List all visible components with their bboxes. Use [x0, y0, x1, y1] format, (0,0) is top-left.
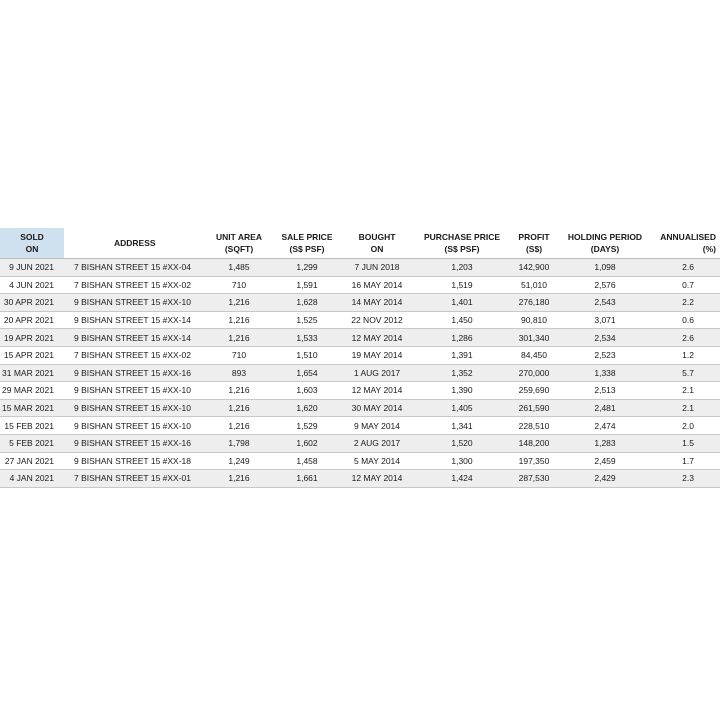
bought-on-cell: 14 MAY 2014 — [342, 294, 412, 312]
profit-cell: 148,200 — [512, 434, 556, 452]
holding-period-cell: 2,534 — [556, 329, 654, 347]
purchase-price-cell: 1,341 — [412, 417, 512, 435]
transactions-sheet — [0, 228, 720, 488]
unit-area-cell: 1,798 — [206, 434, 272, 452]
header-address-line1: ADDRESS — [114, 238, 156, 248]
header-purchase-price[interactable] — [412, 228, 512, 259]
holding-period-cell: 2,481 — [556, 399, 654, 417]
annualised-cell: 2.2 — [654, 294, 720, 312]
table-row[interactable] — [0, 452, 720, 470]
sold-on-cell: 15 APR 2021 — [0, 346, 64, 364]
annualised-cell: 5.7 — [654, 364, 720, 382]
header-bought-on-line1: BOUGHT — [358, 232, 396, 242]
purchase-price-cell: 1,286 — [412, 329, 512, 347]
unit-area-cell: 1,216 — [206, 294, 272, 312]
table-row[interactable] — [0, 364, 720, 382]
bought-on-cell: 2 AUG 2017 — [342, 434, 412, 452]
table-body — [0, 259, 720, 488]
sold-on-cell: 4 JAN 2021 — [0, 470, 64, 488]
header-purchase-price-line2: (S$ PSF) — [444, 244, 480, 254]
address-cell: 7 BISHAN STREET 15 #XX-01 — [64, 470, 206, 488]
bought-on-cell: 1 AUG 2017 — [342, 364, 412, 382]
sold-on-cell: 30 APR 2021 — [0, 294, 64, 312]
sale-price-cell: 1,591 — [272, 276, 342, 294]
annualised-cell: 2.0 — [654, 417, 720, 435]
sale-price-cell: 1,529 — [272, 417, 342, 435]
address-cell: 9 BISHAN STREET 15 #XX-16 — [64, 434, 206, 452]
header-row — [0, 228, 720, 259]
unit-area-cell: 1,216 — [206, 329, 272, 347]
profit-cell: 197,350 — [512, 452, 556, 470]
address-cell: 9 BISHAN STREET 15 #XX-14 — [64, 329, 206, 347]
holding-period-cell: 2,523 — [556, 346, 654, 364]
holding-period-cell: 2,459 — [556, 452, 654, 470]
sold-on-cell: 5 FEB 2021 — [0, 434, 64, 452]
address-cell: 9 BISHAN STREET 15 #XX-10 — [64, 417, 206, 435]
sale-price-cell: 1,510 — [272, 346, 342, 364]
header-holding-period-line1: HOLDING PERIOD — [567, 232, 643, 242]
profit-cell: 228,510 — [512, 417, 556, 435]
table-row[interactable] — [0, 311, 720, 329]
annualised-cell: 2.1 — [654, 382, 720, 400]
sold-on-cell: 9 JUN 2021 — [0, 259, 64, 277]
bought-on-cell: 12 MAY 2014 — [342, 470, 412, 488]
header-unit-area-line1: UNIT AREA — [216, 232, 262, 242]
holding-period-cell: 2,474 — [556, 417, 654, 435]
sold-on-cell: 27 JAN 2021 — [0, 452, 64, 470]
annualised-cell: 0.7 — [654, 276, 720, 294]
purchase-price-cell: 1,520 — [412, 434, 512, 452]
header-sale-price-line2: (S$ PSF) — [289, 244, 325, 254]
holding-period-cell: 2,513 — [556, 382, 654, 400]
header-profit-line2: (S$) — [525, 244, 543, 254]
table-row[interactable] — [0, 276, 720, 294]
unit-area-cell: 1,216 — [206, 399, 272, 417]
header-address[interactable] — [64, 228, 206, 259]
annualised-cell: 2.1 — [654, 399, 720, 417]
annualised-cell: 2.6 — [654, 329, 720, 347]
address-cell: 9 BISHAN STREET 15 #XX-10 — [64, 399, 206, 417]
sale-price-cell: 1,603 — [272, 382, 342, 400]
sale-price-cell: 1,299 — [272, 259, 342, 277]
profit-cell: 270,000 — [512, 364, 556, 382]
purchase-price-cell: 1,401 — [412, 294, 512, 312]
unit-area-cell: 1,216 — [206, 417, 272, 435]
bought-on-cell: 7 JUN 2018 — [342, 259, 412, 277]
table-row[interactable] — [0, 382, 720, 400]
holding-period-cell: 2,576 — [556, 276, 654, 294]
bought-on-cell: 19 MAY 2014 — [342, 346, 412, 364]
bought-on-cell: 22 NOV 2012 — [342, 311, 412, 329]
address-cell: 9 BISHAN STREET 15 #XX-10 — [64, 294, 206, 312]
profit-cell: 276,180 — [512, 294, 556, 312]
header-sold-on-line2: ON — [25, 244, 39, 254]
address-cell: 7 BISHAN STREET 15 #XX-04 — [64, 259, 206, 277]
purchase-price-cell: 1,390 — [412, 382, 512, 400]
header-unit-area-line2: (SQFT) — [224, 244, 254, 254]
purchase-price-cell: 1,203 — [412, 259, 512, 277]
annualised-cell: 0.6 — [654, 311, 720, 329]
header-sale-price[interactable] — [272, 228, 342, 259]
sold-on-cell: 20 APR 2021 — [0, 311, 64, 329]
address-cell: 7 BISHAN STREET 15 #XX-02 — [64, 346, 206, 364]
purchase-price-cell: 1,424 — [412, 470, 512, 488]
sale-price-cell: 1,661 — [272, 470, 342, 488]
header-annualised-line1: ANNUALISED — [660, 232, 716, 242]
sale-price-cell: 1,654 — [272, 364, 342, 382]
profit-cell: 301,340 — [512, 329, 556, 347]
table-row[interactable] — [0, 470, 720, 488]
sold-on-cell: 31 MAR 2021 — [0, 364, 64, 382]
purchase-price-cell: 1,519 — [412, 276, 512, 294]
sold-on-cell: 15 FEB 2021 — [0, 417, 64, 435]
transactions-table — [0, 228, 720, 488]
header-sale-price-line1: SALE PRICE — [281, 232, 333, 242]
table-row[interactable] — [0, 259, 720, 277]
profit-cell: 84,450 — [512, 346, 556, 364]
bought-on-cell: 9 MAY 2014 — [342, 417, 412, 435]
header-unit-area[interactable] — [206, 228, 272, 259]
address-cell: 9 BISHAN STREET 15 #XX-18 — [64, 452, 206, 470]
header-profit[interactable] — [512, 228, 556, 259]
unit-area-cell: 893 — [206, 364, 272, 382]
address-cell: 9 BISHAN STREET 15 #XX-16 — [64, 364, 206, 382]
header-sold-on[interactable] — [0, 228, 64, 259]
sale-price-cell: 1,628 — [272, 294, 342, 312]
bought-on-cell: 5 MAY 2014 — [342, 452, 412, 470]
annualised-cell: 2.6 — [654, 259, 720, 277]
header-profit-line1: PROFIT — [518, 232, 550, 242]
profit-cell: 142,900 — [512, 259, 556, 277]
bought-on-cell: 30 MAY 2014 — [342, 399, 412, 417]
unit-area-cell: 1,216 — [206, 311, 272, 329]
profit-cell: 287,530 — [512, 470, 556, 488]
header-bought-on[interactable] — [342, 228, 412, 259]
annualised-cell: 2.3 — [654, 470, 720, 488]
profit-cell: 90,810 — [512, 311, 556, 329]
table-row[interactable] — [0, 417, 720, 435]
unit-area-cell: 710 — [206, 276, 272, 294]
purchase-price-cell: 1,450 — [412, 311, 512, 329]
bought-on-cell: 12 MAY 2014 — [342, 329, 412, 347]
holding-period-cell: 3,071 — [556, 311, 654, 329]
table-row[interactable] — [0, 346, 720, 364]
annualised-cell: 1.7 — [654, 452, 720, 470]
sale-price-cell: 1,602 — [272, 434, 342, 452]
sale-price-cell: 1,458 — [272, 452, 342, 470]
header-purchase-price-line1: PURCHASE PRICE — [423, 232, 501, 242]
purchase-price-cell: 1,352 — [412, 364, 512, 382]
header-sold-on-line1: SOLD — [20, 232, 44, 242]
table-row[interactable] — [0, 294, 720, 312]
bought-on-cell: 12 MAY 2014 — [342, 382, 412, 400]
unit-area-cell: 1,249 — [206, 452, 272, 470]
address-cell: 9 BISHAN STREET 15 #XX-10 — [64, 382, 206, 400]
unit-area-cell: 1,216 — [206, 470, 272, 488]
sale-price-cell: 1,533 — [272, 329, 342, 347]
annualised-cell: 1.5 — [654, 434, 720, 452]
address-cell: 9 BISHAN STREET 15 #XX-14 — [64, 311, 206, 329]
sold-on-cell: 15 MAR 2021 — [0, 399, 64, 417]
annualised-cell: 1.2 — [654, 346, 720, 364]
sale-price-cell: 1,525 — [272, 311, 342, 329]
table-row[interactable] — [0, 434, 720, 452]
table-row[interactable] — [0, 399, 720, 417]
header-holding-period-line2: (DAYS) — [590, 244, 620, 254]
sold-on-cell: 4 JUN 2021 — [0, 276, 64, 294]
bought-on-cell: 16 MAY 2014 — [342, 276, 412, 294]
profit-cell: 259,690 — [512, 382, 556, 400]
unit-area-cell: 1,485 — [206, 259, 272, 277]
unit-area-cell: 710 — [206, 346, 272, 364]
header-annualised[interactable] — [654, 228, 720, 259]
header-annualised-line2: (%) — [702, 244, 716, 254]
holding-period-cell: 1,283 — [556, 434, 654, 452]
header-holding-period[interactable] — [556, 228, 654, 259]
table-row[interactable] — [0, 329, 720, 347]
header-bought-on-line2: ON — [370, 244, 384, 254]
sold-on-cell: 19 APR 2021 — [0, 329, 64, 347]
profit-cell: 51,010 — [512, 276, 556, 294]
profit-cell: 261,590 — [512, 399, 556, 417]
unit-area-cell: 1,216 — [206, 382, 272, 400]
holding-period-cell: 2,543 — [556, 294, 654, 312]
purchase-price-cell: 1,405 — [412, 399, 512, 417]
sale-price-cell: 1,620 — [272, 399, 342, 417]
address-cell: 7 BISHAN STREET 15 #XX-02 — [64, 276, 206, 294]
holding-period-cell: 1,098 — [556, 259, 654, 277]
holding-period-cell: 1,338 — [556, 364, 654, 382]
purchase-price-cell: 1,391 — [412, 346, 512, 364]
purchase-price-cell: 1,300 — [412, 452, 512, 470]
sold-on-cell: 29 MAR 2021 — [0, 382, 64, 400]
holding-period-cell: 2,429 — [556, 470, 654, 488]
